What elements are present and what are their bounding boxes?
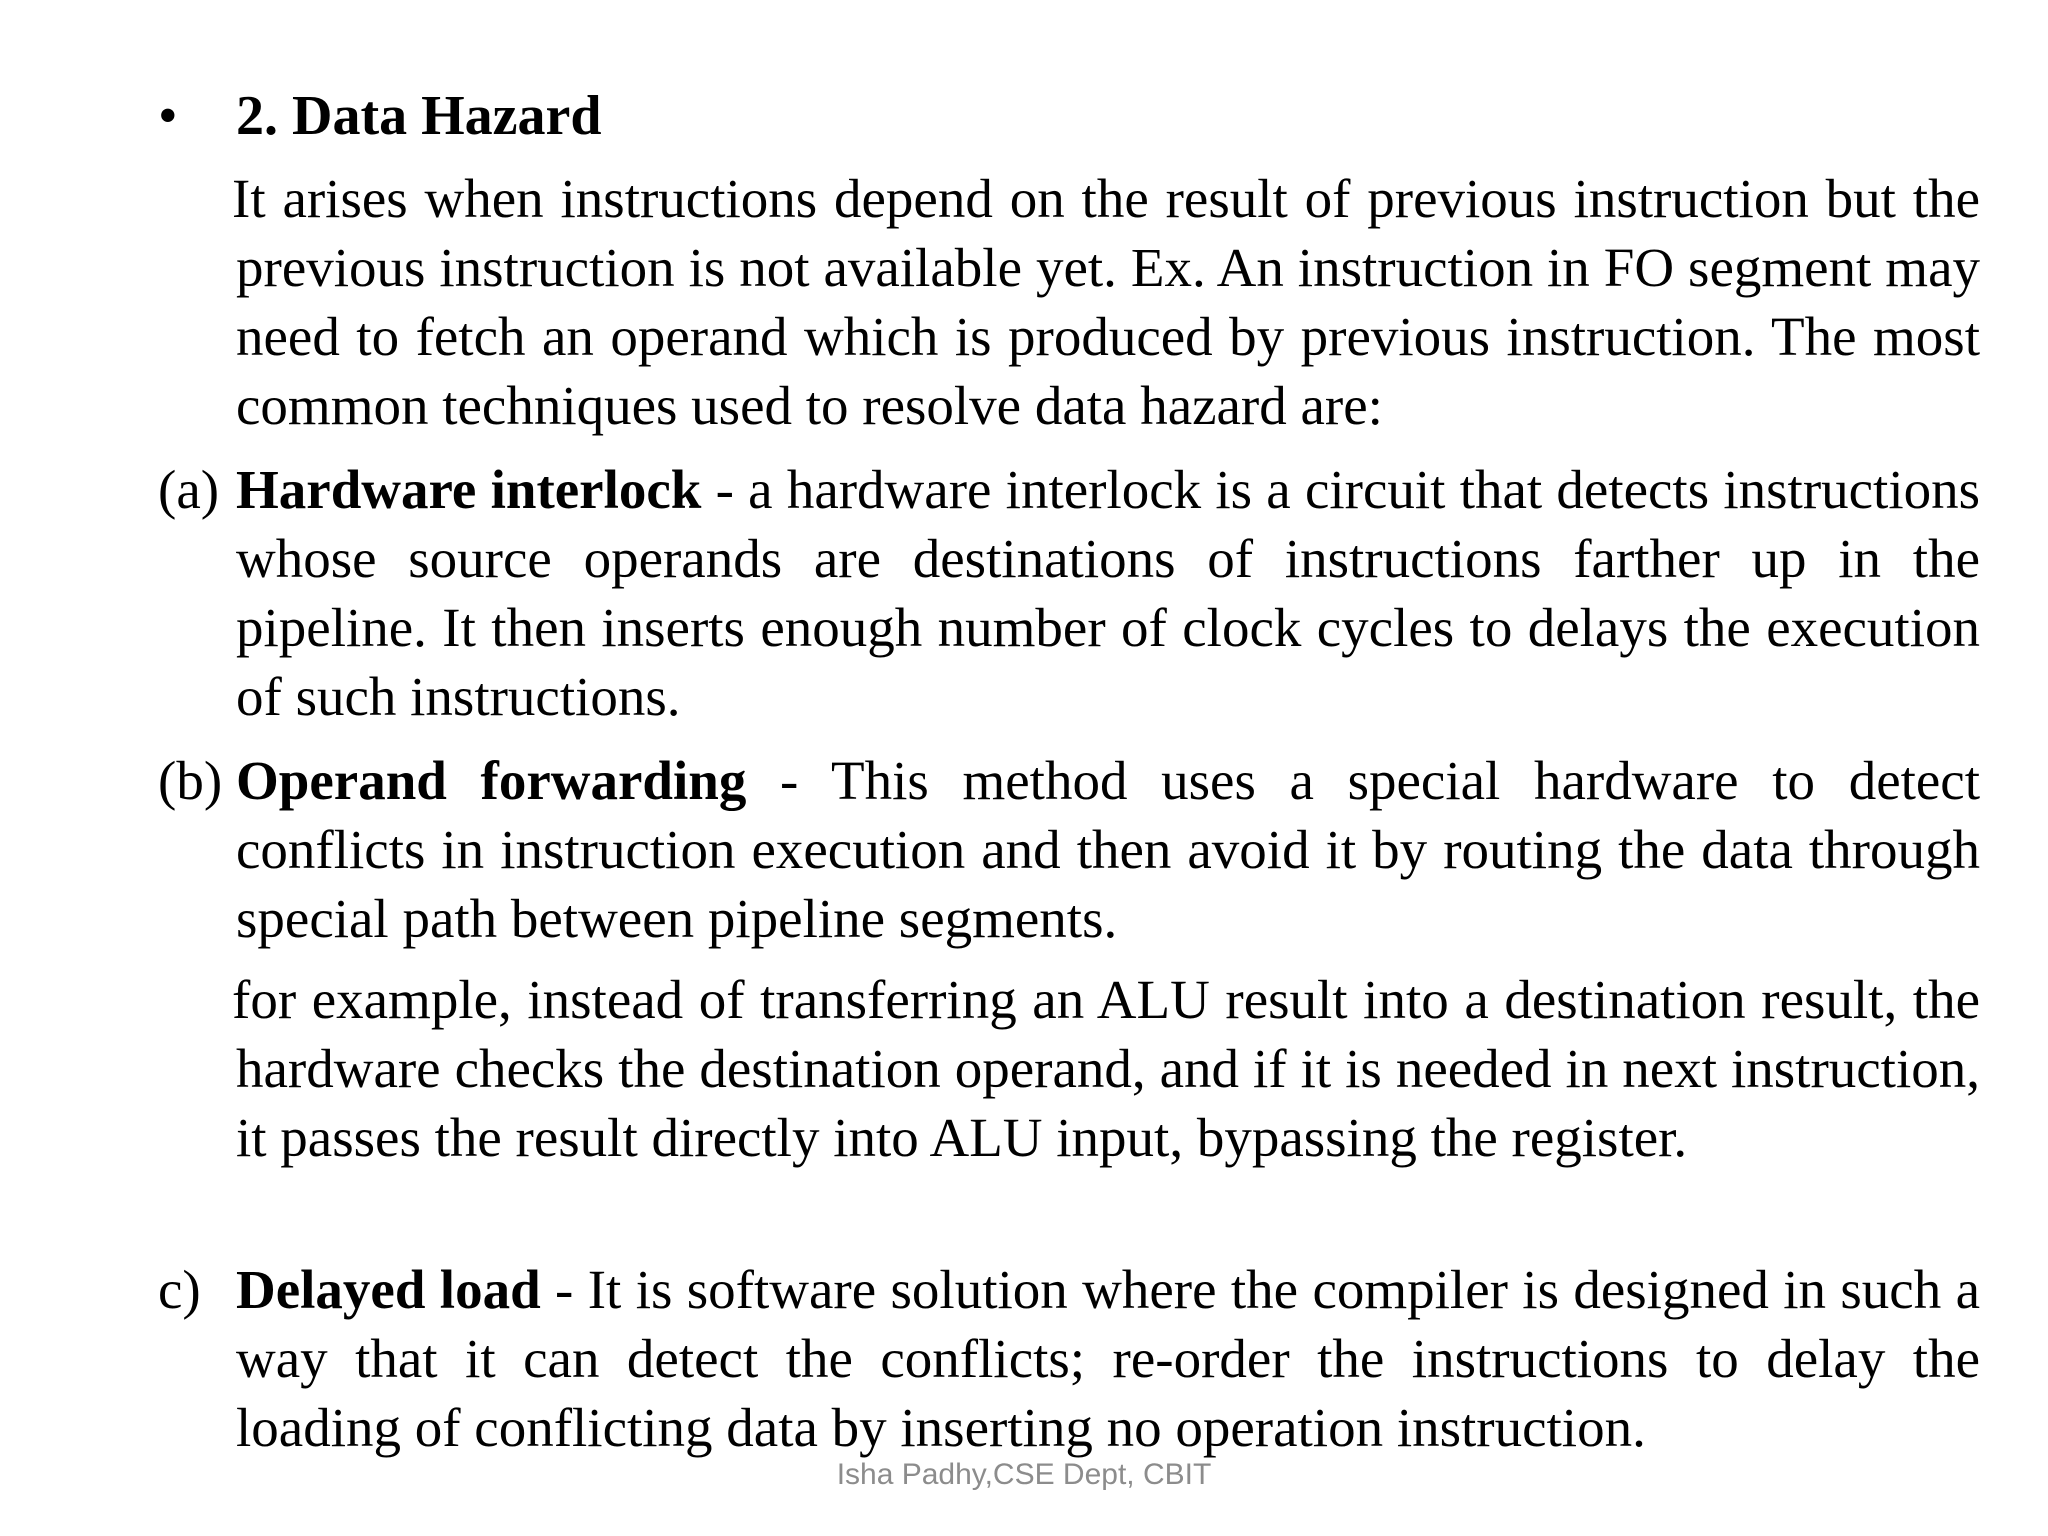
- list-item-text: - a hardware interlock is a circuit that detects instructions whose source operands are destinations of instructions farther up in the pipeline. It then inserts enough number of clock cycles to delays the execution of such instructions.: [236, 459, 1981, 727]
- list-item-term: Hardware interlock: [236, 459, 702, 520]
- slide-title: 2. Data Hazard: [236, 85, 602, 147]
- list-item-term: Delayed load: [236, 1259, 541, 1320]
- list-item-text: - This method uses a special hardware to detect conflicts in instruction execution and then avoid it by routing the data through special path between pipeline segments.: [236, 750, 1980, 949]
- list-marker: (a): [158, 459, 220, 520]
- bullet-icon: •: [158, 85, 178, 147]
- example-paragraph: for example, instead of transferring an ALU result into a destination result, the hardware checks the destination operand, and if it is needed in next instruction, it passes the result directly into ALU input, bypassing the register.: [232, 969, 1980, 1168]
- intro-paragraph: It arises when instructions depend on the result of previous instruction but the previous instruction is not available yet. Ex. An instruction in FO segment may need to fetch an operand which is produced by previous instruction. The most common techniques used to resolve data hazard are:: [232, 168, 1980, 436]
- list-item-text: - It is software solution where the compiler is designed in such a way that it can detect the conflicts; re-order the instructions to delay the loading of conflicting data by inserting no operation instruction.: [236, 1259, 1981, 1458]
- list-marker: (b): [158, 750, 223, 811]
- list-item-hardware-interlock: [158, 455, 1981, 731]
- list-item-term: Operand forwarding: [236, 750, 747, 811]
- list-marker: c): [158, 1259, 201, 1320]
- slide-heading: [158, 82, 602, 150]
- list-item-operand-forwarding: [158, 746, 1980, 953]
- slide-footer: Isha Padhy,CSE Dept, CBIT: [836, 1458, 1212, 1491]
- list-item-delayed-load: [158, 1255, 1981, 1462]
